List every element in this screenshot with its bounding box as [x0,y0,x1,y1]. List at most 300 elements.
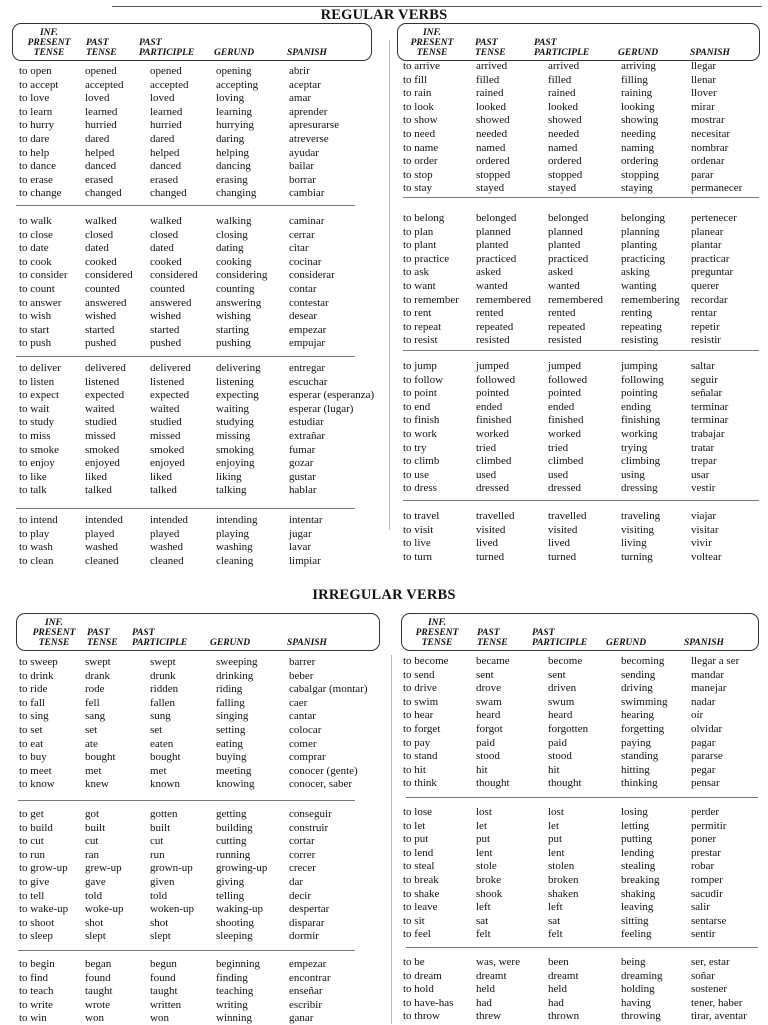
past-participle-cell: accepted [150,78,189,91]
infinitive-cell: to want [403,280,436,292]
spanish-cell: tirar, aventar [691,1010,747,1023]
gerund-cell: belonging [621,212,665,224]
infinitive-cell: to know [19,778,55,791]
past-tense-cell: named [476,141,506,154]
gerund-cell: considering [216,269,268,282]
infinitive-cell: to stand [403,750,438,763]
infinitive-cell: to sleep [19,930,53,943]
gerund-cell: cleaning [216,554,254,567]
gerund-cell: answering [216,296,262,309]
past-tense-cell: belonged [476,212,517,224]
past-tense-cell: danced [85,160,117,173]
irregular-left-col-header: SPANISH [287,638,327,648]
spanish-cell: tratar [691,441,715,454]
infinitive-cell: to listen [19,375,55,388]
past-tense-cell: walked [85,215,117,227]
past-participle-cell: grown-up [150,862,193,875]
past-tense-cell: planned [476,225,511,238]
past-tense-cell: paid [476,736,495,749]
spanish-cell: jugar [289,527,312,540]
infinitive-cell: to smoke [19,443,60,456]
gerund-cell: feeling [621,928,652,941]
gerund-cell: changing [216,187,257,200]
past-tense-cell: bought [85,751,116,764]
spanish-cell: trabajar [691,428,725,440]
infinitive-cell: to look [403,100,434,113]
infinitive-cell: to walk [19,215,52,227]
past-participle-cell: sung [150,710,171,723]
gerund-cell: pushing [216,337,251,350]
past-participle-cell: used [548,468,569,481]
infinitive-cell: to give [19,876,50,888]
gerund-cell: getting [216,808,247,820]
spanish-cell: prestar [691,846,721,859]
past-participle-cell: forgotten [548,723,589,735]
past-tense-cell: looked [476,100,506,113]
regular-left-col-header: PAST PARTICIPLE [139,38,195,58]
past-tense-cell: intended [85,514,123,526]
past-tense-cell: listened [85,375,120,388]
regular-right-col-header: INF. PRESENT TENSE [410,28,454,58]
past-tense-cell: climbed [476,455,512,468]
infinitive-cell: to learn [19,105,53,118]
past-participle-cell: built [150,821,171,834]
infinitive-cell: to remember [403,293,459,306]
gerund-cell: buying [216,751,247,764]
past-tense-cell: shook [476,887,503,900]
past-tense-cell: left [476,901,491,914]
past-participle-cell: stayed [548,182,577,195]
spanish-cell: borrar [289,173,316,186]
regular-verbs-title: REGULAR VERBS [320,7,448,23]
infinitive-cell: to swim [403,695,439,708]
gerund-cell: showing [621,114,659,127]
infinitive-cell: to sing [19,710,49,723]
gerund-cell: building [216,821,253,834]
past-tense-cell: cooked [85,255,117,268]
infinitive-cell: to dare [19,133,50,145]
past-tense-cell: loved [85,92,110,105]
infinitive-cell: to tell [19,889,45,902]
infinitive-cell: to be [403,956,425,968]
past-participle-cell: needed [548,128,580,140]
infinitive-cell: to shake [403,887,440,900]
infinitive-cell: to meet [19,764,52,777]
infinitive-cell: to wish [19,310,52,323]
infinitive-cell: to get [19,808,44,820]
past-participle-cell: heard [548,709,573,722]
past-tense-cell: won [85,1012,104,1025]
spanish-cell: manejar [691,682,727,695]
gerund-cell: being [621,956,646,968]
gerund-cell: planting [621,239,658,252]
gerund-cell: missing [216,430,251,442]
gerund-cell: intending [216,514,258,526]
infinitive-cell: to arrive [403,60,440,72]
past-tense-cell: wrote [85,998,111,1011]
gerund-cell: needing [621,128,656,140]
regular-right-group-divider [403,500,759,501]
past-tense-cell: rented [476,307,504,320]
gerund-cell: closing [216,228,248,241]
spanish-cell: contar [289,283,317,295]
gerund-cell: wanting [621,280,657,292]
gerund-cell: hitting [621,763,650,776]
past-tense-cell: filled [476,73,500,86]
infinitive-cell: to miss [19,430,51,442]
past-tense-cell: travelled [476,510,515,522]
infinitive-cell: to open [19,65,52,77]
past-participle-cell: fallen [150,696,176,709]
gerund-cell: losing [621,806,648,818]
irregular-center-divider [391,655,392,1024]
gerund-cell: looking [621,100,655,113]
spanish-cell: sentarse [691,914,727,927]
infinitive-cell: to throw [403,1010,440,1023]
past-tense-cell: cut [85,835,99,848]
past-participle-cell: planted [548,239,581,252]
spanish-cell: viajar [691,510,717,522]
past-participle-cell: swept [150,656,176,668]
past-tense-cell: gave [85,876,106,888]
spanish-cell: construir [289,821,329,834]
spanish-cell: despertar [289,903,330,916]
gerund-cell: teaching [216,985,254,998]
past-participle-cell: planned [548,225,583,238]
gerund-cell: meeting [216,764,252,777]
infinitive-cell: to write [19,998,53,1011]
past-participle-cell: told [150,889,168,902]
regular-center-divider [389,40,390,530]
spanish-cell: conocer (gente) [289,764,358,777]
gerund-cell: staying [621,182,653,195]
past-tense-cell: dreamt [476,969,507,982]
spanish-cell: decir [289,889,311,902]
past-tense-cell: visited [476,523,506,536]
past-participle-cell: resisted [548,334,582,347]
spanish-cell: caminar [289,215,325,227]
past-participle-cell: practiced [548,252,589,265]
spanish-cell: planear [691,225,724,238]
past-participle-cell: hurried [150,119,182,132]
gerund-cell: thinking [621,777,658,790]
gerund-cell: eating [216,737,243,750]
gerund-cell: beginning [216,958,260,970]
past-tense-cell: accepted [85,78,124,91]
past-tense-cell: sent [476,668,494,681]
gerund-cell: delivering [216,362,261,374]
past-tense-cell: set [85,724,98,736]
infinitive-cell: to set [19,724,43,736]
infinitive-cell: to grow-up [19,862,68,875]
past-tense-cell: lived [476,537,498,550]
infinitive-cell: to jump [403,360,437,372]
spanish-cell: abrir [289,65,310,77]
spanish-cell: llegar a ser [691,655,740,667]
infinitive-cell: to use [403,468,429,481]
gerund-cell: singing [216,710,249,723]
spanish-cell: vestir [691,482,716,495]
past-participle-cell: dreamt [548,969,579,982]
past-tense-cell: waited [85,402,115,415]
infinitive-cell: to put [403,833,429,846]
past-participle-cell: dated [150,242,174,255]
past-tense-cell: lent [476,846,493,859]
gerund-cell: writing [216,998,248,1011]
gerund-cell: visiting [621,523,655,536]
past-participle-cell: wanted [548,280,580,292]
regular-left-header-box [12,23,372,61]
gerund-cell: turning [621,550,653,563]
past-participle-cell: taught [150,985,178,998]
spanish-cell: aprender [289,105,328,118]
past-tense-cell: heard [476,709,501,722]
past-participle-cell: left [548,901,563,914]
infinitive-cell: to travel [403,510,440,522]
spanish-cell: entregar [289,362,326,374]
past-tense-cell: showed [476,114,510,127]
past-participle-cell: liked [150,470,172,483]
spanish-cell: perder [691,806,720,818]
gerund-cell: listening [216,375,254,388]
infinitive-cell: to try [403,441,427,454]
past-participle-cell: held [548,983,567,996]
spanish-cell: visitar [691,523,719,536]
past-tense-cell: asked [476,266,502,279]
irregular-left-group-divider [18,950,355,951]
spanish-cell: necesitar [691,128,731,140]
infinitive-cell: to study [19,416,55,429]
gerund-cell: swimming [621,695,668,708]
irregular-right-col-header: GERUND [606,638,647,648]
spanish-cell: cambiar [289,187,325,200]
past-tense-cell: forgot [476,723,503,735]
infinitive-cell: to change [19,187,62,200]
past-participle-cell: named [548,141,578,154]
gerund-cell: shooting [216,916,254,929]
infinitive-cell: to climb [403,455,440,468]
past-participle-cell: rained [548,87,576,100]
infinitive-cell: to steal [403,860,435,873]
past-participle-cell: lived [548,537,570,550]
gerund-cell: helping [216,146,249,159]
gerund-cell: planning [621,225,660,238]
spanish-cell: disparar [289,916,325,929]
infinitive-cell: to answer [19,296,62,309]
spanish-cell: nadar [691,695,716,708]
spanish-cell: desear [289,310,318,323]
past-tense-cell: stole [476,860,497,873]
past-participle-cell: broken [548,874,579,886]
gerund-cell: arriving [621,60,656,72]
past-tense-cell: fell [85,696,100,709]
past-participle-cell: shaken [548,887,579,900]
infinitive-cell: to forget [403,723,441,735]
spanish-cell: esperar (esperanza) [289,389,375,402]
gerund-cell: loving [216,92,245,105]
past-participle-cell: gotten [150,808,178,820]
spanish-cell: señalar [691,387,723,400]
past-tense-cell: practiced [476,252,517,265]
past-tense-cell: stayed [476,182,505,195]
past-tense-cell: resisted [476,334,510,347]
spanish-cell: pegar [691,763,716,776]
infinitive-cell: to dress [403,482,437,495]
past-participle-cell: danced [150,160,182,173]
irregular-right-col-header: PAST TENSE [477,628,508,648]
past-participle-cell: waited [150,402,180,415]
irregular-right-col-header: INF. PRESENT TENSE [415,618,459,648]
spanish-cell: poner [691,833,717,846]
gerund-cell: following [621,373,664,386]
infinitive-cell: to win [19,1012,47,1025]
past-tense-cell: ended [476,400,503,413]
past-tense-cell: used [476,468,497,481]
infinitive-cell: to hear [403,709,434,722]
past-tense-cell: built [85,821,106,834]
infinitive-cell: to buy [19,751,47,764]
regular-right-group-divider [403,197,759,198]
gerund-cell: dreaming [621,969,663,982]
gerund-cell: erasing [216,173,248,186]
gerund-cell: starting [216,323,249,336]
spanish-cell: nombrar [691,141,729,154]
past-tense-cell: told [85,889,103,902]
spanish-cell: beber [289,669,314,682]
past-participle-cell: arrived [548,60,580,72]
past-participle-cell: stood [548,750,572,763]
spanish-cell: mostrar [691,114,725,127]
infinitive-cell: to help [19,146,50,159]
spanish-cell: aceptar [289,78,321,91]
past-participle-cell: talked [150,484,177,497]
gerund-cell: driving [621,682,653,695]
infinitive-cell: to talk [19,484,47,497]
past-participle-cell: thought [548,777,582,790]
infinitive-cell: to intend [19,514,58,526]
spanish-cell: enseñar [289,985,323,998]
infinitive-cell: to plant [403,239,437,252]
past-tense-cell: arrived [476,60,508,72]
past-tense-cell: worked [476,428,509,440]
past-participle-cell: swum [548,695,575,708]
past-participle-cell: hit [548,763,560,776]
past-participle-cell: driven [548,682,577,695]
gerund-cell: liking [216,470,242,483]
past-participle-cell: erased [150,173,179,186]
spanish-cell: esperar (lugar) [289,402,354,415]
past-tense-cell: hit [476,763,488,776]
spanish-cell: conocer, saber [289,778,353,791]
spanish-cell: preguntar [691,266,734,279]
infinitive-cell: to enjoy [19,457,55,470]
infinitive-cell: to feel [403,928,431,941]
past-tense-cell: ordered [476,155,510,168]
gerund-cell: asking [621,266,650,279]
infinitive-cell: to break [403,874,439,886]
spanish-cell: crecer [289,862,316,875]
infinitive-cell: to become [403,655,449,667]
spanish-cell: empezar [289,958,327,970]
spanish-cell: tener, haber [691,996,743,1009]
spanish-cell: pagar [691,736,716,749]
spanish-cell: hablar [289,484,317,497]
gerund-cell: expecting [216,389,259,402]
past-tense-cell: woke-up [85,903,124,916]
past-tense-cell: stopped [476,168,511,181]
spanish-cell: gozar [289,457,314,470]
gerund-cell: telling [216,889,245,902]
infinitive-cell: to count [19,283,55,295]
past-participle-cell: stolen [548,860,575,873]
past-participle-cell: cooked [150,255,182,268]
gerund-cell: breaking [621,874,660,886]
infinitive-cell: to ask [403,266,429,279]
past-tense-cell: stood [476,750,500,763]
regular-right-header-box [397,23,760,61]
past-tense-cell: answered [85,296,127,309]
spanish-cell: encontrar [289,971,331,984]
past-participle-cell: found [150,971,176,984]
past-tense-cell: shot [85,916,104,929]
infinitive-cell: to belong [403,212,445,224]
past-tense-cell: changed [85,187,122,200]
past-participle-cell: remembered [548,293,603,306]
spanish-cell: pararse [691,750,723,763]
past-tense-cell: threw [476,1010,502,1023]
past-tense-cell: talked [85,484,112,497]
spanish-cell: cerrar [289,228,315,241]
past-participle-cell: had [548,996,564,1009]
spanish-cell: vivir [691,537,712,550]
gerund-cell: hearing [621,709,654,722]
spanish-cell: oír [691,709,704,722]
spanish-cell: ordenar [691,155,725,168]
past-participle-cell: intended [150,514,188,526]
past-tense-cell: remembered [476,293,531,306]
gerund-cell: enjoying [216,457,255,470]
infinitive-cell: to turn [403,550,433,563]
spanish-cell: ser, estar [691,956,730,968]
past-participle-cell: repeated [548,320,586,333]
past-participle-cell: drunk [150,669,176,682]
irregular-left-group-divider [18,800,355,801]
past-tense-cell: slept [85,930,106,943]
gerund-cell: paying [621,736,651,749]
past-tense-cell: wanted [476,280,508,292]
spanish-cell: trepar [691,455,717,468]
past-tense-cell: drank [85,669,111,682]
past-participle-cell: expected [150,389,190,402]
gerund-cell: traveling [621,510,661,522]
infinitive-cell: to rent [403,307,432,320]
gerund-cell: pointing [621,387,658,400]
spanish-cell: empujar [289,337,326,350]
spanish-cell: voltear [691,550,722,563]
spanish-cell: rentar [691,307,717,320]
past-participle-cell: ordered [548,155,582,168]
past-tense-cell: delivered [85,362,126,374]
gerund-cell: using [621,468,645,481]
spanish-cell: escribir [289,998,322,1011]
spanish-cell: mandar [691,668,724,681]
past-participle-cell: finished [548,414,584,427]
spanish-cell: cortar [289,835,315,848]
past-participle-cell: walked [150,215,182,227]
infinitive-cell: to teach [19,985,54,998]
past-participle-cell: lent [548,846,565,859]
gerund-cell: becoming [621,655,665,667]
